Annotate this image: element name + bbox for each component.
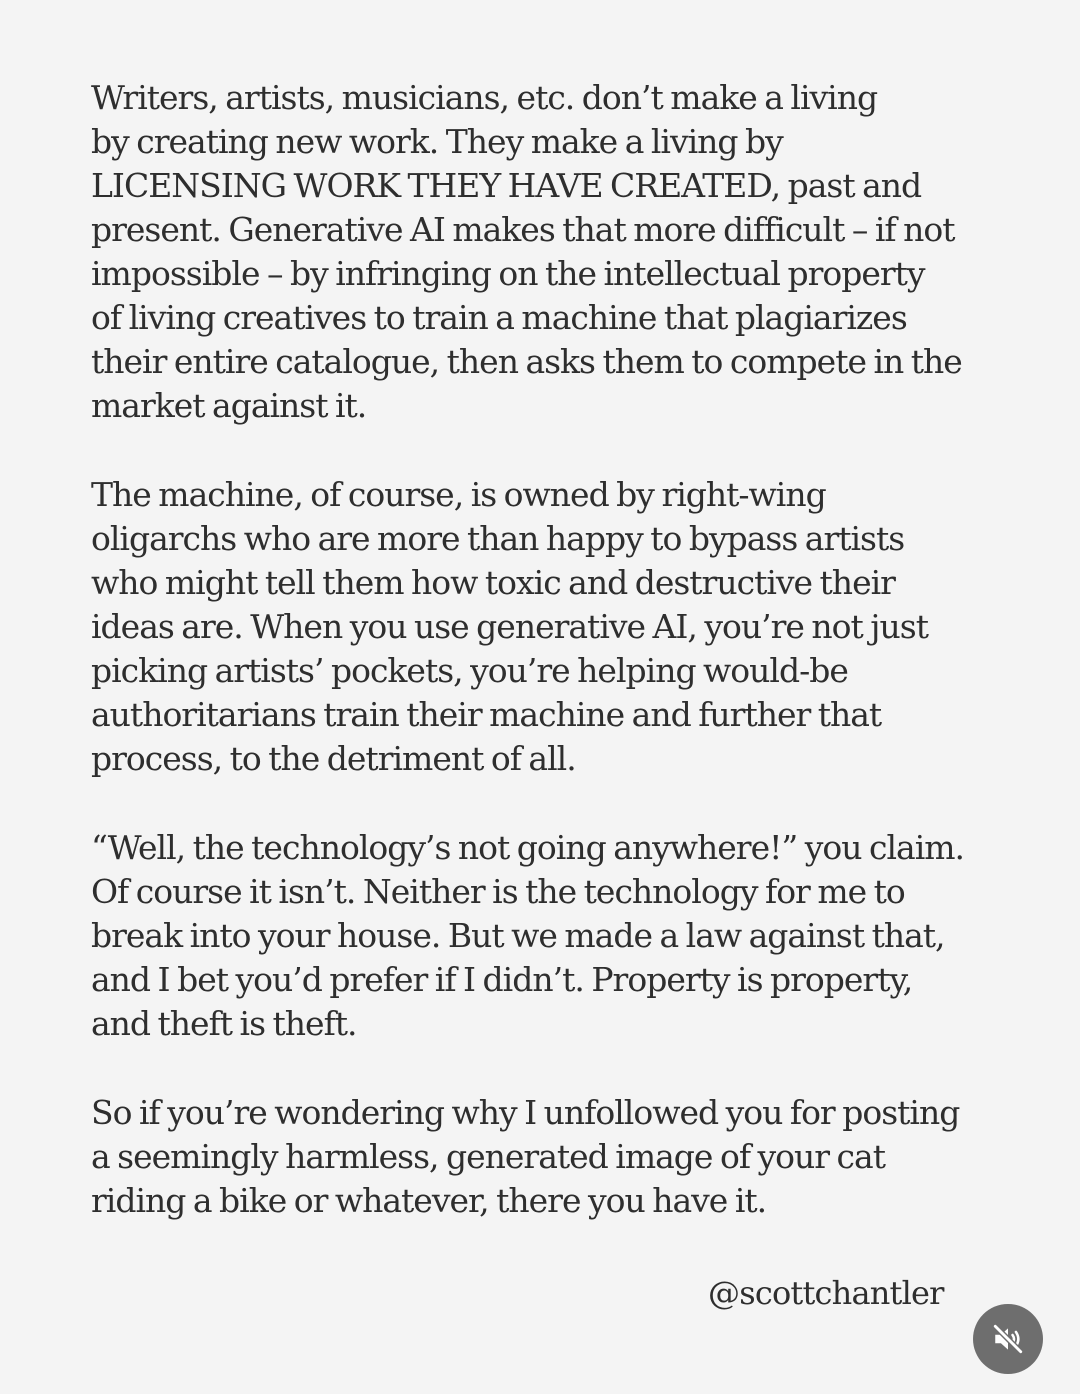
unmute-button[interactable] [973,1304,1043,1374]
paragraph-1 [91,76,1051,428]
text-line: “Well, the technology’s not going anywhere!” you claim. [91,828,965,867]
text-line: authoritarians train their machine and further that [91,695,882,734]
text-line: break into your house. But we made a law against that, [91,916,945,955]
post-body [91,76,1051,1268]
text-line: and theft is theft. [91,1004,357,1043]
paragraph-4 [91,1091,1051,1223]
text-line: Of course it isn’t. Neither is the technology for me to [91,872,905,911]
text-line: of living creatives to train a machine that plagiarizes [91,298,907,337]
text-line: market against it. [91,386,367,425]
text-line: LICENSING WORK THEY HAVE CREATED, past and [91,166,922,205]
text-line: oligarchs who are more than happy to bypass artists [91,519,905,558]
text-line: picking artists’ pockets, you’re helping would-be [91,651,848,690]
text-line: So if you’re wondering why I unfollowed you for posting [91,1093,960,1132]
text-line: present. Generative AI makes that more difficult – if not [91,210,955,249]
author-handle: @scottchantler [708,1274,944,1312]
text-line: impossible – by infringing on the intellectual property [91,254,925,293]
paragraph-2 [91,473,1051,781]
text-line: ideas are. When you use generative AI, you’re not just [91,607,928,646]
text-line: a seemingly harmless, generated image of your cat [91,1137,885,1176]
text-line: process, to the detriment of all. [91,739,576,778]
text-line: riding a bike or whatever, there you have it. [91,1181,767,1220]
text-line: their entire catalogue, then asks them to compete in the [91,342,962,381]
text-line: by creating new work. They make a living by [91,122,783,161]
text-line: Writers, artists, musicians, etc. don’t make a living [91,78,878,117]
text-line: who might tell them how toxic and destructive their [91,563,895,602]
text-line: and I bet you’d prefer if I didn’t. Property is property, [91,960,913,999]
text-line: The machine, of course, is owned by right-wing [91,475,826,514]
paragraph-3 [91,826,1051,1046]
speaker-muted-icon [991,1322,1025,1356]
